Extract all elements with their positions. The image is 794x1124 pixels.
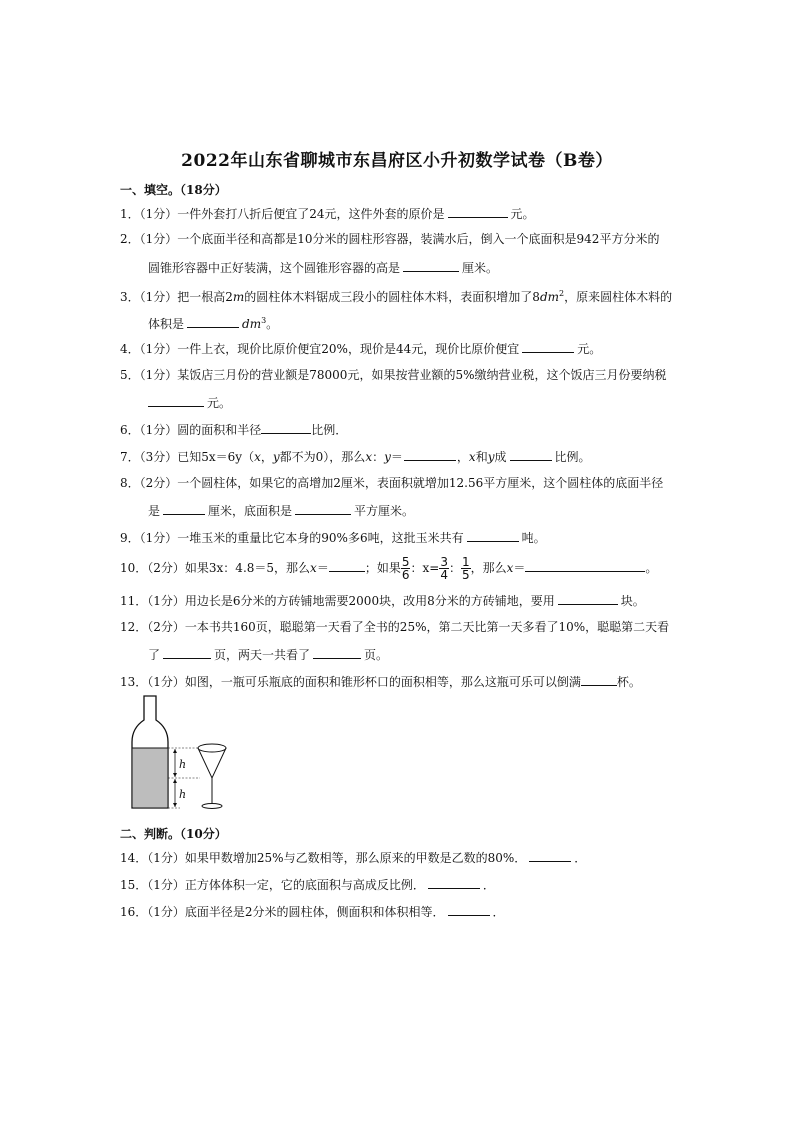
question-9 [120,529,680,546]
answer-blank[interactable] [510,448,552,461]
question-13-text: 13．（1分）如图，一瓶可乐瓶底的面积和锥形杯口的面积相等，那么这瓶可乐可以倒满 [120,675,581,689]
text: ． [574,851,587,865]
text: 是 [148,504,161,518]
bottle-and-cup-figure [128,692,240,814]
question-3-text-a: 3．（1分）把一根高2 [120,290,233,304]
question-3-text-c: ，原来圆柱体木料的 [564,290,673,304]
question-2-cont [148,259,498,276]
answer-blank[interactable] [404,448,456,461]
arrowhead [173,773,177,777]
text: ＝ [513,561,526,575]
fraction-1-5 [461,556,471,581]
question-3-line2: 体积是 [148,317,185,331]
section-judge-heading: 二、判断。（10分） [120,827,227,841]
text: ， [260,450,273,464]
var-x: x [365,450,373,464]
question-11-unit: 块。 [620,594,645,608]
question-4-text: 4．（1分）一件上衣，现价比原价便宜20%，现价是44元，现价比原价便宜 [120,342,520,356]
question-3-cont [148,313,278,332]
answer-blank[interactable] [148,394,204,407]
text: ． [482,878,495,892]
denominator: 5 [461,568,470,582]
answer-blank[interactable] [428,876,480,889]
bottle-cup-svg [128,692,240,814]
question-15-text: 15．（1分）正方体体积一定，它的底面积与高成反比例． [120,878,425,892]
bottle-liquid [133,748,168,807]
question-9-unit: 吨。 [521,531,546,545]
text: 成 [494,450,507,464]
answer-blank[interactable] [163,502,205,515]
question-5 [120,367,680,383]
question-4 [120,340,680,357]
arrowhead [173,803,177,807]
question-14 [120,849,680,866]
question-8-cont [148,502,414,519]
cup-base [202,804,222,809]
answer-blank[interactable] [187,315,239,328]
text: 页，两天一共看了 [214,648,311,662]
answer-blank[interactable] [163,646,211,659]
text: ：x= [410,561,440,575]
question-1-text: 1．（1分）一件外套打八折后便宜了24元，这件外套的原价是 [120,207,445,221]
text: 。 [645,561,658,575]
arrowhead [173,749,177,753]
text: ＝ [316,561,329,575]
text: 和 [475,450,488,464]
answer-blank[interactable] [529,849,571,862]
answer-blank[interactable] [448,903,490,916]
text: 7．（3分）已知5x＝6y（ [120,450,255,464]
question-13 [120,673,680,690]
h-label-upper: h [179,758,187,771]
fraction-3-4 [439,556,449,581]
question-11 [120,592,680,609]
var-x: x [254,450,261,464]
question-6-text: 6．（1分）圆的面积和半径 [120,423,262,437]
text: 平方厘米。 [354,504,415,518]
answer-blank[interactable] [581,673,617,686]
text: ＝ [390,450,403,464]
question-14-text: 14．（1分）如果甲数增加25%与乙数相等，那么原来的甲数是乙数的80%． [120,851,527,865]
var-y: y [487,450,495,464]
answer-blank[interactable] [558,592,618,605]
question-3-text-b: 的圆柱体木料锯成三段小的圆柱体木料，表面积增加了8 [244,290,540,304]
answer-blank[interactable] [525,559,645,572]
question-16-text: 16．（1分）底面半径是2分米的圆柱体，侧面积和体积相等． [120,905,445,919]
question-6 [120,421,680,438]
numerator: 3 [440,555,448,569]
text: ；如果 [364,561,401,575]
var-x: x [468,450,476,464]
question-11-text: 11．（1分）用边长是6分米的方砖铺地需要2000块，改用8分米的方砖铺地，要用 [120,594,555,608]
question-10 [120,556,680,581]
superscript: 3 [261,316,267,325]
text: 页。 [364,648,389,662]
question-5-cont [148,394,231,411]
question-9-text: 9．（1分）一堆玉米的重量比它本身的90%多6吨，这批玉米共有 [120,531,464,545]
answer-blank[interactable] [403,259,459,272]
question-5-text: 5．（1分）某饭店三月份的营业额是78000元，如果按营业额的5%缴纳营业税，这个饭店三月份要纳税 [120,368,667,382]
numerator: 1 [461,555,470,569]
question-1-unit: 元。 [510,207,535,221]
question-1 [120,205,680,222]
answer-blank[interactable] [467,529,519,542]
question-15 [120,876,680,893]
h-label-lower: h [179,788,187,801]
answer-blank[interactable] [448,205,508,218]
unit-dm: dm [242,317,262,331]
question-2-line1: 2．（1分）一个底面半径和高都是10分米的圆柱形容器，装满水后，倒入一个底面积是942平方分米的 [120,232,660,246]
text: 都不为0），那么 [279,450,366,464]
denominator: 6 [401,568,410,582]
denominator: 4 [440,568,448,582]
question-13-unit: 杯。 [616,675,641,689]
question-2 [120,231,680,247]
var-x: x [310,561,317,575]
arrowhead [173,779,177,783]
text: 10．（2分）如果3x：4.8＝5，那么 [120,561,311,575]
question-8-text: 8．（2分）一个圆柱体，如果它的高增加2厘米，表面积就增加12.56平方厘米，这个圆柱体的底面半径 [120,476,664,490]
answer-blank[interactable] [295,502,351,515]
text: ，那么 [470,561,507,575]
answer-blank[interactable] [329,559,365,572]
text: 了 [148,648,161,662]
numerator: 5 [401,555,410,569]
question-2-unit: 厘米。 [462,261,499,275]
question-12-text: 12．（2分）一本书共160页，聪聪第一天看了全书的25%，第二天比第一天多看了10%，聪聪第二天看 [120,620,670,634]
question-7-unit: 比例。 [554,450,591,464]
question-7 [120,448,680,465]
answer-blank[interactable] [261,421,311,434]
var-y: y [272,450,280,464]
text: ： [372,450,385,464]
question-6-unit: 比例． [311,423,348,437]
question-3 [120,286,680,305]
cup-rim [198,744,226,752]
text: ， [456,450,469,464]
section-fill-heading: 一、填空。（18分） [120,183,227,197]
question-5-unit: 元。 [207,396,232,410]
question-12-cont [148,646,388,663]
var-x: x [506,561,514,575]
question-3-end: 。 [266,317,279,331]
question-8 [120,475,680,491]
text: ： [448,561,461,575]
question-4-unit: 元。 [577,342,602,356]
var-y: y [384,450,391,464]
text: 厘米，底面积是 [208,504,293,518]
question-16 [120,903,680,920]
question-12 [120,619,680,635]
question-2-line2: 圆锥形容器中正好装满，这个圆锥形容器的高是 [148,261,401,275]
superscript: 2 [559,289,565,298]
page-title: 2022年山东省聊城市东昌府区小升初数学试卷（B卷） [181,151,613,171]
answer-blank[interactable] [313,646,361,659]
text: ． [492,905,505,919]
answer-blank[interactable] [522,340,574,353]
unit-dm: dm [539,290,559,304]
unit-m: m [232,290,245,304]
